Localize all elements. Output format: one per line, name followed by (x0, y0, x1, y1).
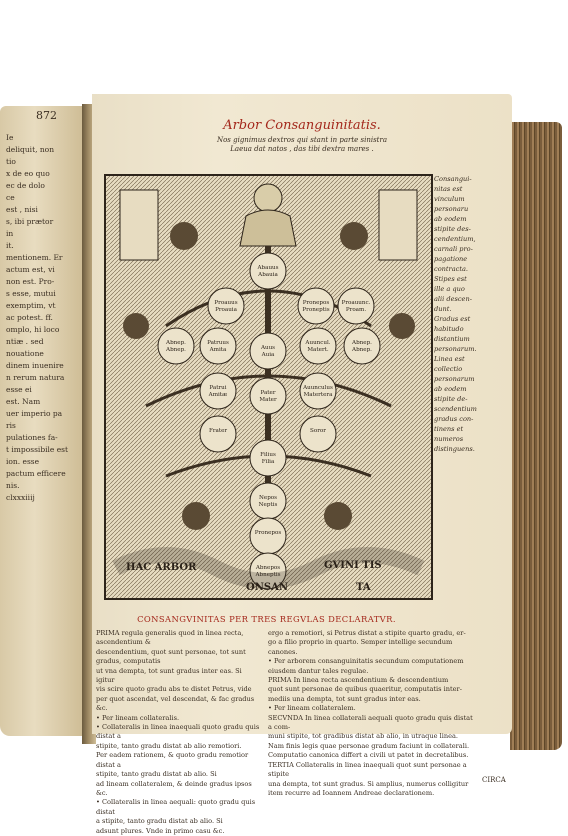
kinship-node-label: Matertera (303, 392, 333, 398)
body-b-line: Nam finis legis quae personae gradum faciunt in collaterali. (268, 741, 470, 750)
side-column-line: collectio (434, 365, 463, 373)
left-page-line: mentionem. Er (6, 253, 63, 262)
banner-left: HAC ARBOR (126, 562, 197, 573)
kinship-node-l3c (300, 373, 336, 409)
body-a-line: • Collateralis in linea inaequali quoto gradu quis distat a (96, 723, 260, 741)
kinship-node-label: Amitæ (208, 392, 228, 398)
kinship-node-apex (250, 253, 286, 289)
left-page-line: ris (6, 421, 16, 430)
grapes-right-icon (340, 222, 368, 250)
left-page-line: nis. (6, 481, 20, 490)
side-column-line: Linea est (434, 355, 465, 363)
body-a-line: per quot ascendat, vel descendat, & fac gradus &c. (96, 694, 255, 713)
king-figure (240, 210, 296, 246)
kinship-node-label: Neptis (258, 502, 278, 508)
side-column-text (434, 174, 504, 454)
kinship-node-l2b (200, 328, 236, 364)
side-column-line: tinens et (434, 425, 464, 433)
side-column-line: contracta. (434, 265, 469, 273)
kinship-node-label: Abneptis (255, 572, 281, 578)
body-b-line: quot sunt personae de quibus quaeritur, computatis inter- (268, 685, 462, 694)
kinship-node-label: Mater (259, 397, 277, 403)
body-a-line: • Collateralis in linea aequali: quoto gradu quis distat (96, 798, 256, 816)
side-column-line: stipite des- (434, 225, 471, 233)
kinship-node-label: Auus (260, 345, 276, 351)
kinship-node-label: Filius (260, 452, 276, 458)
side-column-line: personarum (434, 375, 475, 383)
tree-woodcut (104, 174, 433, 600)
body-b-line: go a filio proprio in quarto. Semper intellige secundum canones. (268, 638, 453, 656)
catchword: CIRCA (482, 776, 506, 784)
kinship-node-l4a (200, 416, 236, 452)
left-page-line: pactum efficere (6, 469, 66, 478)
body-b-line: ergo a remotiori, si Petrus distat a stipite quarto gradu, er- (268, 629, 466, 637)
kinship-node-label: Proauus (214, 300, 238, 306)
body-a-line: PRIMA regula generalis quod in linea recta, ascendentium & (96, 629, 244, 647)
kinship-node-label: Abnepos (255, 565, 281, 571)
left-page-lines (6, 132, 68, 504)
kinship-node-l3a (200, 373, 236, 409)
body-a-line: adsunt plures. Vnde in primo casu &c. (96, 826, 225, 835)
side-column-line: personarum. (434, 345, 477, 353)
side-column-line: Gradus est (434, 315, 471, 323)
kinship-node-label: Proauunc. (341, 300, 371, 306)
kinship-node-label: Abauia (258, 272, 278, 278)
left-page-line: ion. esse (6, 457, 40, 466)
kinship-node-l4b (300, 416, 336, 452)
kinship-node-l3b (250, 378, 286, 414)
left-page-line: est. Nam (6, 397, 41, 406)
body-a-line: ut vna dempta, tot sunt gradus inter eas. Si igitur (96, 666, 242, 685)
body-a-line: descendentium, quot sunt personae, tot sunt gradus, computatis (96, 647, 246, 666)
body-a-line: Per eadem rationem, & quoto gradu remotior distat a (96, 751, 249, 769)
kinship-node-l1a (208, 288, 244, 324)
left-page-line: omplo, hi loco (6, 325, 60, 334)
side-column-line: carnali pro- (434, 245, 473, 253)
left-scroll (120, 190, 158, 260)
body-a-line: stipite, tanto gradu distat ab alio. Si (96, 770, 217, 779)
left-page-line: ec de dolo (6, 181, 45, 190)
kinship-node-l6a (250, 483, 286, 519)
grapes-left2-icon (123, 313, 149, 339)
page-title: Arbor Consanguinitatis. (223, 118, 381, 133)
kinship-node-l1c (338, 288, 374, 324)
left-page-line: x de eo quo (6, 169, 50, 178)
kinship-node-l7a (250, 518, 286, 554)
side-column-line: numeros (434, 435, 464, 443)
body-a-line: • Per lineam collateralis. (96, 713, 180, 722)
side-column-line: cendentium, (434, 235, 476, 243)
tree-illustration (106, 176, 431, 598)
kinship-node-label: Proauia (215, 307, 237, 313)
side-column-line: alii descen- (434, 295, 472, 303)
left-page-line: ntiæ . sed (6, 337, 44, 346)
grapes-right3-icon (324, 502, 352, 530)
grapes-right2-icon (389, 313, 415, 339)
body-b-line: PRIMA In linea recta ascendentium & descendentium (268, 676, 449, 685)
right-page (92, 94, 512, 835)
banner-mid: ONSAN (246, 582, 288, 593)
page-edges (510, 122, 562, 750)
left-page-line: Ie (6, 133, 14, 142)
left-page-line: actum est, vi (6, 265, 55, 274)
side-column-line: Consangui- (434, 175, 472, 183)
left-page-line: ce (6, 193, 15, 202)
body-b-line: mediis una dempta, tot sunt gradus inter eas. (268, 694, 421, 703)
left-page-line: n rerum natura (6, 373, 65, 382)
subtitle-1: Nos gignimus dextros qui stant in parte sinistra (216, 136, 388, 144)
side-column-line: ab eodem (434, 215, 467, 223)
kinship-node-label: Proneptis (302, 307, 330, 313)
left-page-line: s esse, mutui (6, 289, 56, 298)
book (0, 48, 568, 835)
body-b-line: SECVNDA In linea collaterali aequali quoto gradu quis distat a com- (268, 713, 473, 732)
side-column-line: stipite de- (434, 395, 468, 403)
body-b-line: eiusdem dantur tales regulae. (268, 666, 369, 675)
left-page (0, 106, 86, 736)
side-column-line: scendentium (434, 405, 477, 413)
kinship-node-label: Soror (310, 428, 326, 434)
body-b-line: item recurre ad Ioannem Andreae declarationem. (268, 788, 435, 797)
kinship-node-label: Pronepos (254, 530, 282, 536)
body-a-line: vis scire quoto gradu abs te distet Petrus, vide (96, 685, 252, 694)
side-column-line: distantium (434, 335, 470, 343)
left-page-line: deliquit, non (6, 145, 55, 154)
kinship-node-l5a (250, 440, 286, 476)
side-column-line: nitas est (434, 185, 463, 193)
left-page-line: it. (6, 241, 14, 250)
body-b-line: • Per lineam collateralem. (268, 704, 356, 713)
left-page-line: t impossibile est (6, 445, 69, 454)
side-column-line: distinguens. (434, 445, 475, 453)
kinship-node-label: Abnep. (166, 347, 186, 353)
body-b-line: TERTIA Collateralis in linea inaequali quot sunt personae a stipite (268, 760, 467, 779)
king-head (254, 184, 282, 212)
kinship-node-label: Proam. (345, 307, 367, 313)
left-page-line: clxxxiiij (6, 493, 35, 502)
body-b-line: Computatio canonica differt a civili ut patet in decretalibus. (268, 751, 469, 760)
kinship-node-label: Nepos (258, 495, 278, 501)
body-column-a (96, 629, 261, 836)
grapes-left3-icon (182, 502, 210, 530)
kinship-node-label: Abnep. (352, 347, 372, 353)
banner-right: GVINI TIS (324, 560, 382, 571)
left-page-line: non est. Pro- (6, 277, 55, 286)
left-page-number: 872 (36, 109, 57, 122)
body-a-line: a stipite, tanto gradu distat ab alio. Si (96, 817, 223, 826)
kinship-node-label: Auia (261, 352, 275, 358)
side-column-line: ille a quo (434, 285, 465, 293)
left-page-line: in (6, 229, 14, 238)
kinship-node-label: Pronepos (302, 300, 330, 306)
left-page-line: dinem inuenire (6, 361, 64, 370)
kinship-node-l1b (298, 288, 334, 324)
kinship-node-l2d (300, 328, 336, 364)
kinship-node-label: Auuncul. (305, 340, 331, 346)
kinship-node-label: Matert. (307, 347, 329, 353)
kinship-node-label: Filia (261, 459, 275, 465)
body-a-line: ad lineam collateralem, & deinde gradus ipsos &c. (96, 779, 252, 797)
kinship-node-l2e (344, 328, 380, 364)
side-column-line: gradus con- (434, 415, 474, 423)
kinship-node-label: Auunculus (303, 385, 333, 391)
grapes-left-icon (170, 222, 198, 250)
side-column-line: Stipes est (434, 275, 467, 283)
left-page-line: s, ibi prætor (6, 217, 54, 226)
side-column-line: ab eodem (434, 385, 467, 393)
side-column-line: pagatione (434, 255, 468, 263)
kinship-node-label: Patrui (209, 385, 227, 391)
left-page-line: tio (6, 157, 16, 166)
left-page-line: ac potest. ff. (6, 313, 53, 322)
kinship-node-label: Patruus (207, 340, 229, 346)
kinship-node-label: Abnep. (352, 340, 372, 346)
side-column-line: vinculum (434, 195, 465, 203)
left-page-line: pulationes fa- (6, 433, 58, 442)
kinship-node-label: Pater (260, 390, 276, 396)
left-page-line: uer imperio pa (6, 409, 63, 418)
right-scroll (379, 190, 417, 260)
kinship-node-label: Abauus (257, 265, 279, 271)
left-page-line: nouatione (6, 349, 44, 358)
subtitle-2: Laeua dat natos , das tibi dextra mares . (230, 145, 374, 153)
left-page-line: exemptim, vt (6, 301, 56, 310)
kinship-node-label: Frater (208, 428, 228, 434)
body-b-line: muni stipite, tot gradibus distat ab alio, in utraque linea. (268, 732, 459, 741)
body-b-line: una dempta, tot sunt gradus. Si amplius, numerus colligitur (268, 779, 469, 788)
body-a-line: stipite, tanto gradu distat ab alio remotiori. (96, 741, 242, 750)
side-column-line: personaru (434, 205, 469, 213)
kinship-node-l2c (250, 333, 286, 369)
kinship-node-l2a (158, 328, 194, 364)
body-column-b (268, 629, 478, 798)
side-column-line: habitudo (434, 325, 464, 333)
body-b-line: • Per arborem consanguinitatis secundum computationem (268, 657, 464, 666)
caption: CONSANGVINITAS PER TRES REGVLAS DECLARATVR. (137, 614, 396, 624)
kinship-node-label: Amita (209, 347, 227, 353)
side-column-line: dunt. (434, 305, 452, 313)
left-page-line: esse ei (6, 385, 32, 394)
left-page-line: est , nisi (6, 205, 38, 214)
banner-ta: TA (356, 582, 371, 593)
kinship-node-label: Abnep. (166, 340, 186, 346)
